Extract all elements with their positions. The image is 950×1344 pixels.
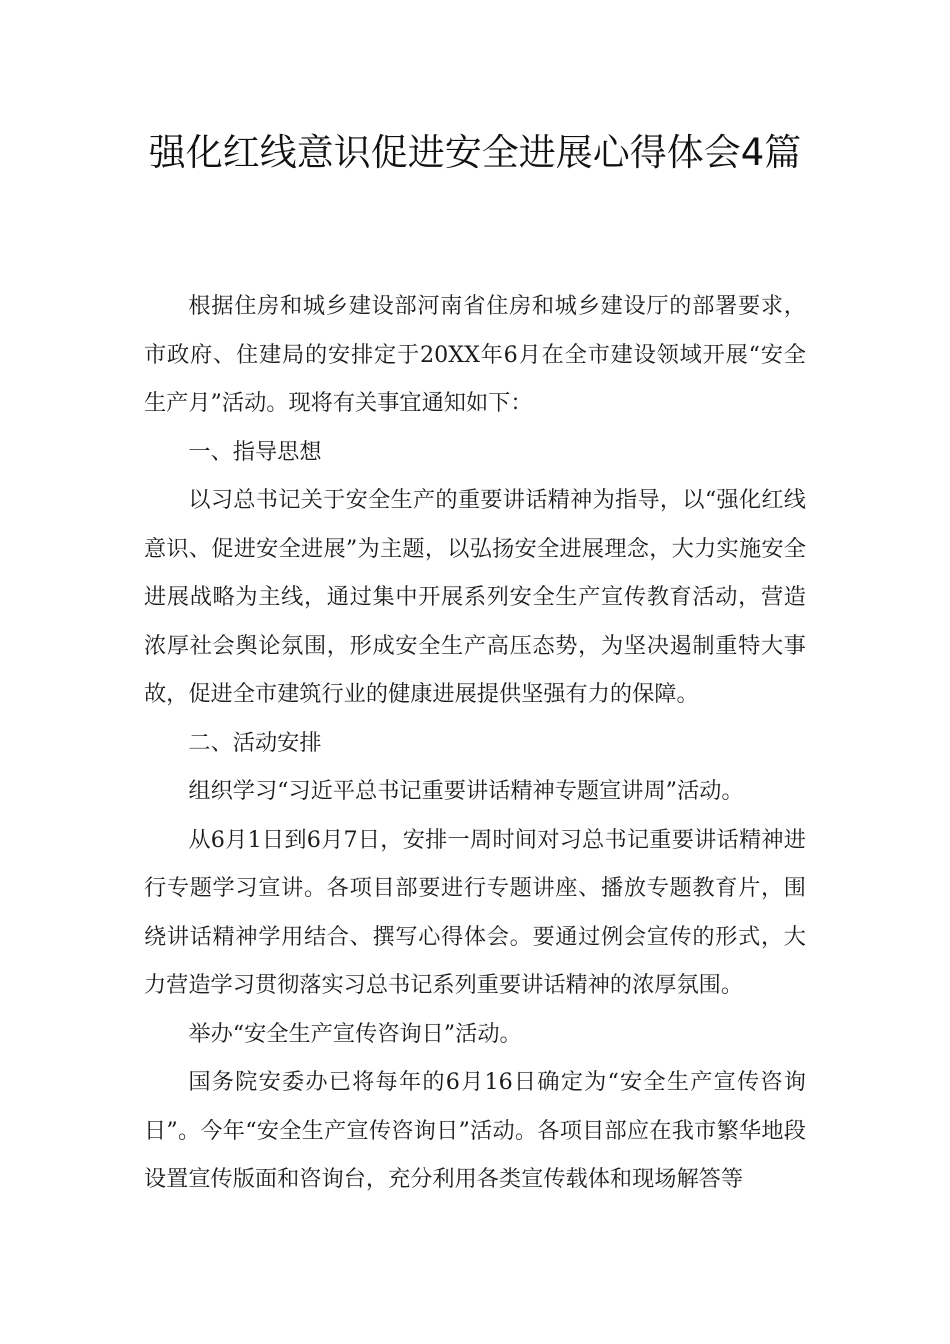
paragraph-study-week: 组织学习“习近平总书记重要讲话精神专题宣讲周”活动。 [188, 778, 744, 804]
paragraph-consultation-day-details: 国务院安委办已将每年的6月16日确定为“安全生产宣传咨询日”。今年“安全生产宣传咨询日”活动。各项目部应在我市繁华地段设置宣传版面和咨询台，充分利用各类宣传载体和现场解答等 [144, 1069, 806, 1192]
paragraph-intro: 根据住房和城乡建设部河南省住房和城乡建设厅的部署要求，市政府、住建局的安排定于20XX年6月在全市建设领域开展“安全生产月”活动。现将有关事宜通知如下： [144, 293, 806, 416]
paragraph-guiding-ideology: 以习总书记关于安全生产的重要讲话精神为指导，以“强化红线意识、促进安全进展”为主题，以弘扬安全进展理念，大力实施安全进展战略为主线，通过集中开展系列安全生产宣传教育活动，营造浓厚社会舆论氛围，形成安全生产高压态势，为坚决遏制重特大事故，促进全市建筑行业的健康进展提供坚强有力的保障。 [144, 487, 806, 707]
document-title: 强化红线意识促进安全进展心得体会4篇 [148, 131, 802, 174]
document-body [144, 282, 806, 1204]
section-heading-activity-arrangement: 二、活动安排 [188, 729, 322, 756]
paragraph-consultation-day: 举办“安全生产宣传咨询日”活动。 [188, 1020, 522, 1047]
section-heading-guiding-ideology: 一、指导思想 [188, 438, 322, 465]
paragraph-study-week-details: 从6月1日到6月7日，安排一周时间对习总书记重要讲话精神进行专题学习宣讲。各项目部要进行专题讲座、播放专题教育片，围绕讲话精神学用结合、撰写心得体会。要通过例会宣传的形式，大力营造学习贯彻落实习总书记系列重要讲话精神的浓厚氛围。 [144, 826, 806, 998]
